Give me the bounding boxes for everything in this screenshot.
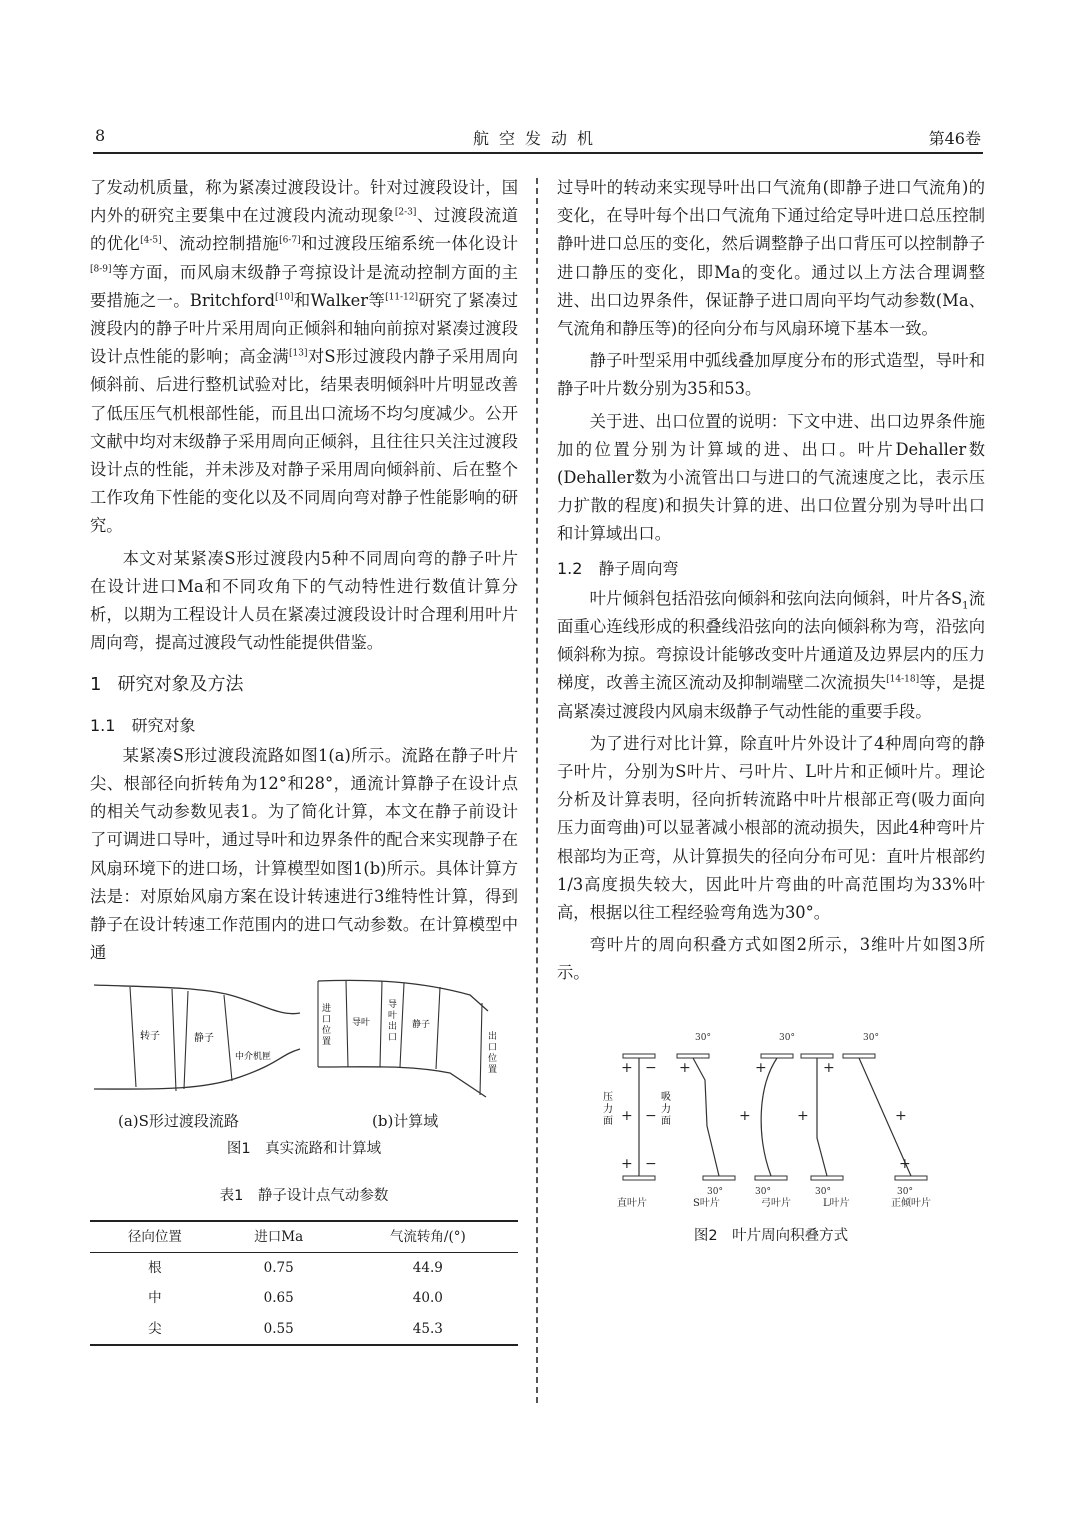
label-lean: 正倾叶片 — [891, 1197, 931, 1208]
subsection-heading: 1.1 研究对象 — [90, 715, 196, 735]
label-guide-exit: 导 叶 出 口 — [388, 1000, 398, 1044]
label-stator-b: 静子 — [412, 1020, 431, 1031]
svg-text:30°: 30° — [755, 1186, 771, 1197]
svg-text:+: + — [823, 1059, 835, 1076]
label-outlet: 出 口 位 置 — [488, 1032, 498, 1076]
citation: [4-5] — [140, 235, 162, 246]
s-blade — [693, 1058, 719, 1176]
paragraph: 为了进行对比计算，除直叶片外设计了4种周向弯的静子叶片，分别为S叶片、弓叶片、L叶片和正倾叶片。理论分析及计算表明，径向折转流路中叶片根部正弯(吸力面向压力面弯曲)可以显著减小根部的流动损失，因此4种弯叶片根部均为正弯，从计算损失的径向分布可见：直叶片根部约1/3高度损失较大，因此叶片弯曲的叶高范围均为33%叶高，根据以往工程经验弯角选为30°。 — [557, 733, 985, 923]
label-pressure-side: 压 力 面 — [603, 1091, 613, 1127]
figure-2-diagram — [557, 1028, 985, 1208]
label-l: L叶片 — [823, 1197, 850, 1208]
svg-text:+: + — [755, 1059, 767, 1076]
label-straight: 直叶片 — [617, 1197, 647, 1208]
table-header: 径向位置 — [90, 1221, 220, 1253]
svg-text:+: + — [895, 1107, 907, 1124]
svg-text:−: − — [645, 1059, 657, 1076]
label-bow: 弓叶片 — [761, 1197, 791, 1208]
table-header: 气流转角/(°) — [338, 1221, 518, 1253]
svg-text:+: + — [739, 1107, 751, 1124]
citation: [11-12] — [385, 292, 419, 303]
figure-1 — [90, 977, 518, 1107]
svg-text:−: − — [645, 1107, 657, 1124]
svg-text:+: + — [621, 1107, 633, 1124]
paragraph: 了发动机质量，称为紧凑过渡段设计。针对过渡段设计，国内外的研究主要集中在过渡段内流动现象[2-3]、过渡段流道的优化[4-5]、流动控制措施[6-7]和过渡段压缩系统一体化设计[8-9]等方面，而风扇末级静子弯掠设计是流动控制方面的主要措施之一。Britchford[10]和Walker等[11-12]研究了紧凑过渡段内的静子叶片采用周向正倾斜和轴向前掠对紧凑过渡段设计点性能的影响；高金满[13]对S形过渡段内静子采用周向倾斜前、后进行整机试验对比，结果表明倾斜叶片明显改善了低压压气机根部性能，而且出口流场不均匀度减少。公开文献中均对末级静子采用周向正倾斜，且往往只关注过渡段设计点的性能，并未涉及对静子采用周向倾斜前、后在整个工作攻角下性能的变化以及不同周向弯对静子性能影响的研究。 — [90, 178, 518, 536]
table-1 — [90, 1220, 518, 1346]
citation: [13] — [289, 348, 308, 359]
svg-text:−: − — [645, 1155, 657, 1172]
figure-2 — [557, 1028, 985, 1208]
svg-text:30°: 30° — [695, 1032, 711, 1043]
svg-text:+: + — [899, 1155, 911, 1172]
citation: [6-7] — [279, 235, 301, 246]
citation: [14-18] — [886, 675, 920, 686]
paragraph: 过导叶的转动来实现导叶出口气流角(即静子进口气流角)的变化，在导叶每个出口气流角下通过给定导叶进口总压控制静叶进口总压的变化，然后调整静子出口背压可以控制静子进口静压的变化，即Ma的变化。通过以上方法合理调整进、出口边界条件，保证静子进口周向平均气动参数(Ma、气流角和静压等)的径向分布与风扇环境下基本一致。 — [557, 178, 985, 339]
label-suction-side: 吸 力 面 — [661, 1091, 671, 1127]
label-rotor: 转子 — [140, 1031, 160, 1043]
subsection-heading: 1.2 静子周向弯 — [557, 558, 679, 578]
section-heading: 1 研究对象及方法 — [90, 674, 244, 696]
citation: [10] — [275, 292, 294, 303]
svg-text:30°: 30° — [707, 1186, 723, 1197]
figure-1-caption: 图1 真实流路和计算域 — [226, 1141, 382, 1158]
table-row: 根 0.75 44.9 — [148, 1260, 443, 1277]
right-column — [557, 174, 985, 1250]
figure-1b-label: (b)计算域 — [372, 1112, 439, 1131]
paragraph: 关于进、出口位置的说明：下文中进、出口边界条件施加的位置分别为计算域的进、出口。叶片Dehaller数(Dehaller数为小流管出口与进口的气流速度之比，表示压力扩散的程度)和损失计算的进、出口位置分别为导叶出口和计算域出口。 — [557, 411, 985, 544]
column-divider — [536, 178, 538, 1403]
page-header — [93, 120, 983, 154]
figure-1a-label: (a)S形过渡段流路 — [118, 1112, 239, 1131]
svg-text:+: + — [797, 1107, 809, 1124]
svg-text:30°: 30° — [897, 1186, 913, 1197]
svg-text:30°: 30° — [815, 1186, 831, 1197]
table-row: 中 0.65 40.0 — [148, 1290, 443, 1307]
label-casing: 中介机匣 — [235, 1052, 272, 1063]
svg-text:30°: 30° — [779, 1032, 795, 1043]
left-column — [90, 174, 518, 1346]
paragraph: 静子叶型采用中弧线叠加厚度分布的形式造型，导叶和静子叶片数分别为35和53。 — [557, 351, 985, 399]
volume-label: 第46卷 — [928, 129, 981, 148]
citation: [8-9] — [90, 264, 112, 275]
svg-text:+: + — [621, 1059, 633, 1076]
journal-title: 航空发动机 — [472, 129, 603, 148]
paragraph: 弯叶片的周向积叠方式如图2所示，3维叶片如图3所示。 — [557, 935, 985, 983]
table-1-caption: 表1 静子设计点气动参数 — [219, 1187, 389, 1204]
label-s: S叶片 — [693, 1197, 720, 1208]
table-row: 尖 0.55 45.3 — [90, 1314, 518, 1345]
citation: [2-3] — [394, 207, 417, 218]
svg-text:+: + — [621, 1155, 633, 1172]
label-guide-vane: 导叶 — [352, 1018, 371, 1029]
paragraph: 某紧凑S形过渡段流路如图1(a)所示。流路在静子叶片尖、根部径向折转角为12°和28°，通流计算静子在设计点的相关气动参数见表1。为了简化计算，本文在静子前设计了可调进口导叶，通过导叶和边界条件的配合来实现静子在风扇环境下的进口场，计算模型如图1(b)所示。具体计算方法是：对原始风扇方案在设计转速进行3维特性计算，得到静子在设计转速工作范围内的进口气动参数。在计算模型中通 — [90, 745, 518, 963]
figure-1-diagram — [90, 977, 518, 1107]
paragraph: 本文对某紧凑S形过渡段内5种不同周向弯的静子叶片在设计进口Ma和不同攻角下的气动特性进行数值计算分析，以期为工程设计人员在紧凑过渡段设计时合理利用叶片周向弯，提高过渡段气动性能提供借鉴。 — [90, 548, 518, 653]
page-number: 8 — [95, 126, 106, 145]
paragraph: 叶片倾斜包括沿弦向倾斜和弦向法向倾斜，叶片各$S_1$流面重心连线形成的积叠线沿弦向的法向倾斜称为弯，沿弦向倾斜称为掠。弯掠设计能够改变叶片通道及边界层内的压力梯度，改善主流区流动及抑制端壁二次流损失[14-18]等，是提高紧凑过渡段内风扇末级静子气动性能的重要手段。 — [557, 588, 985, 721]
label-stator: 静子 — [194, 1033, 214, 1045]
svg-text:+: + — [679, 1059, 691, 1076]
figure-2-caption: 图2 叶片周向积叠方式 — [693, 1227, 849, 1244]
svg-text:30°: 30° — [863, 1032, 879, 1043]
label-inlet: 进 口 位 置 — [322, 1004, 332, 1048]
table-header: 进口Ma — [220, 1221, 338, 1253]
